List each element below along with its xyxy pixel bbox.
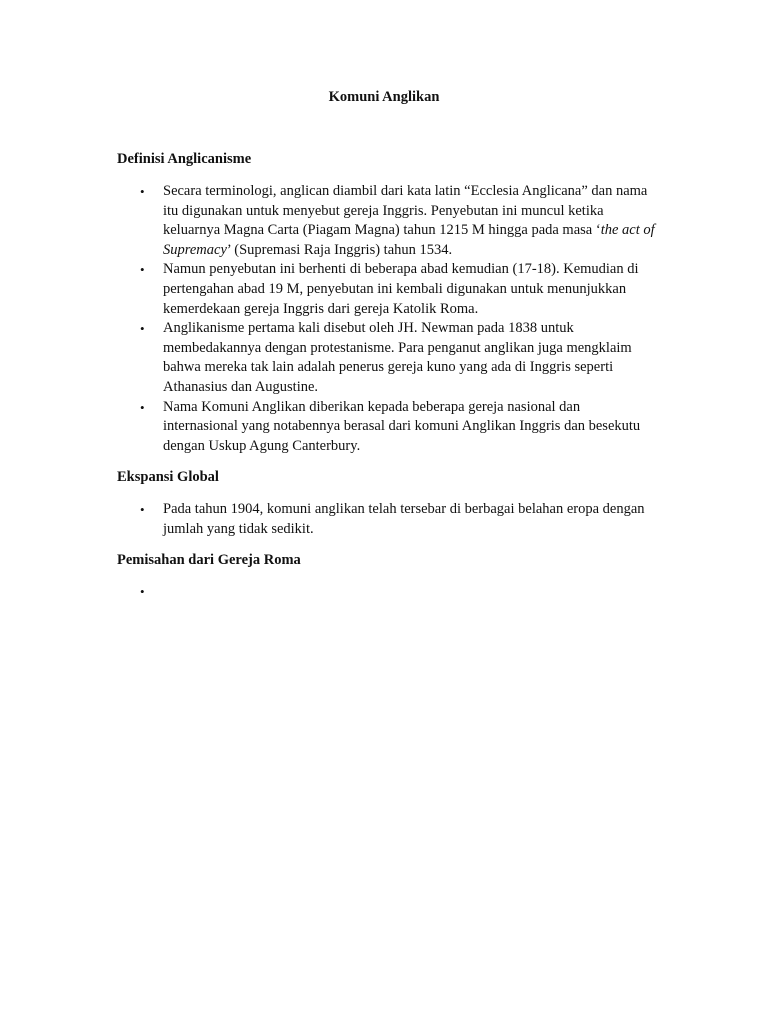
list-item <box>117 500 657 539</box>
list-item-text: Anglikanisme pertama kali disebut oleh JH. Newman pada 1838 untuk membedakannya dengan protestanisme. Para penganut anglikan juga mengklaim bahwa mereka tak lain adalah penerus gereja kuno yang ada di Inggris seperti Athanasius dan Augustine. <box>163 320 632 395</box>
bullet-icon: • <box>140 584 145 599</box>
list-item-text-start: Secara terminologi, anglican diambil dari kata latin “Ecclesia Anglicana” dan nama itu digunakan untuk menyebut gereja Inggris. Penyebutan ini muncul ketika keluarnya Magna Carta (Piagam Magna) tahun 1215 M hingga pada masa ‘ <box>163 183 648 239</box>
section-heading-definisi: Definisi Anglicanisme <box>117 151 252 167</box>
bullet-icon: • <box>140 262 145 278</box>
bullet-list-definisi <box>117 182 657 456</box>
bullet-list-ekspansi <box>117 500 657 539</box>
list-item-text-italic: the act of Supremacy <box>163 222 655 258</box>
bullet-icon: • <box>140 399 145 415</box>
list-item <box>117 260 657 319</box>
list-item <box>117 398 657 457</box>
bullet-icon: • <box>140 321 145 337</box>
section-heading-ekspansi: Ekspansi Global <box>117 469 219 485</box>
document-title: Komuni Anglikan <box>328 89 440 105</box>
section-heading-pemisahan: Pemisahan dari Gereja Roma <box>117 552 301 568</box>
list-item <box>117 182 657 260</box>
list-item-text: Pada tahun 1904, komuni anglikan telah tersebar di berbagai belahan eropa dengan jumlah yang tidak sedikit. <box>163 501 645 537</box>
list-item-text: Namun penyebutan ini berhenti di beberapa abad kemudian (17-18). Kemudian di pertengahan abad 19 M, penyebutan ini kembali digunakan untuk menunjukkan kemerdekaan gereja Inggris dari gereja Katolik Roma. <box>163 261 639 317</box>
list-item-text: Nama Komuni Anglikan diberikan kepada beberapa gereja nasional dan internasional yang notabennya berasal dari komuni Anglikan Inggris dan besekutu dengan Uskup Agung Canterbury. <box>163 398 641 454</box>
list-item <box>117 319 657 397</box>
bullet-icon: • <box>140 184 145 199</box>
list-item-text-end: ’ (Supremasi Raja Inggris) tahun 1534. <box>226 241 453 258</box>
bullet-icon: • <box>140 502 145 517</box>
